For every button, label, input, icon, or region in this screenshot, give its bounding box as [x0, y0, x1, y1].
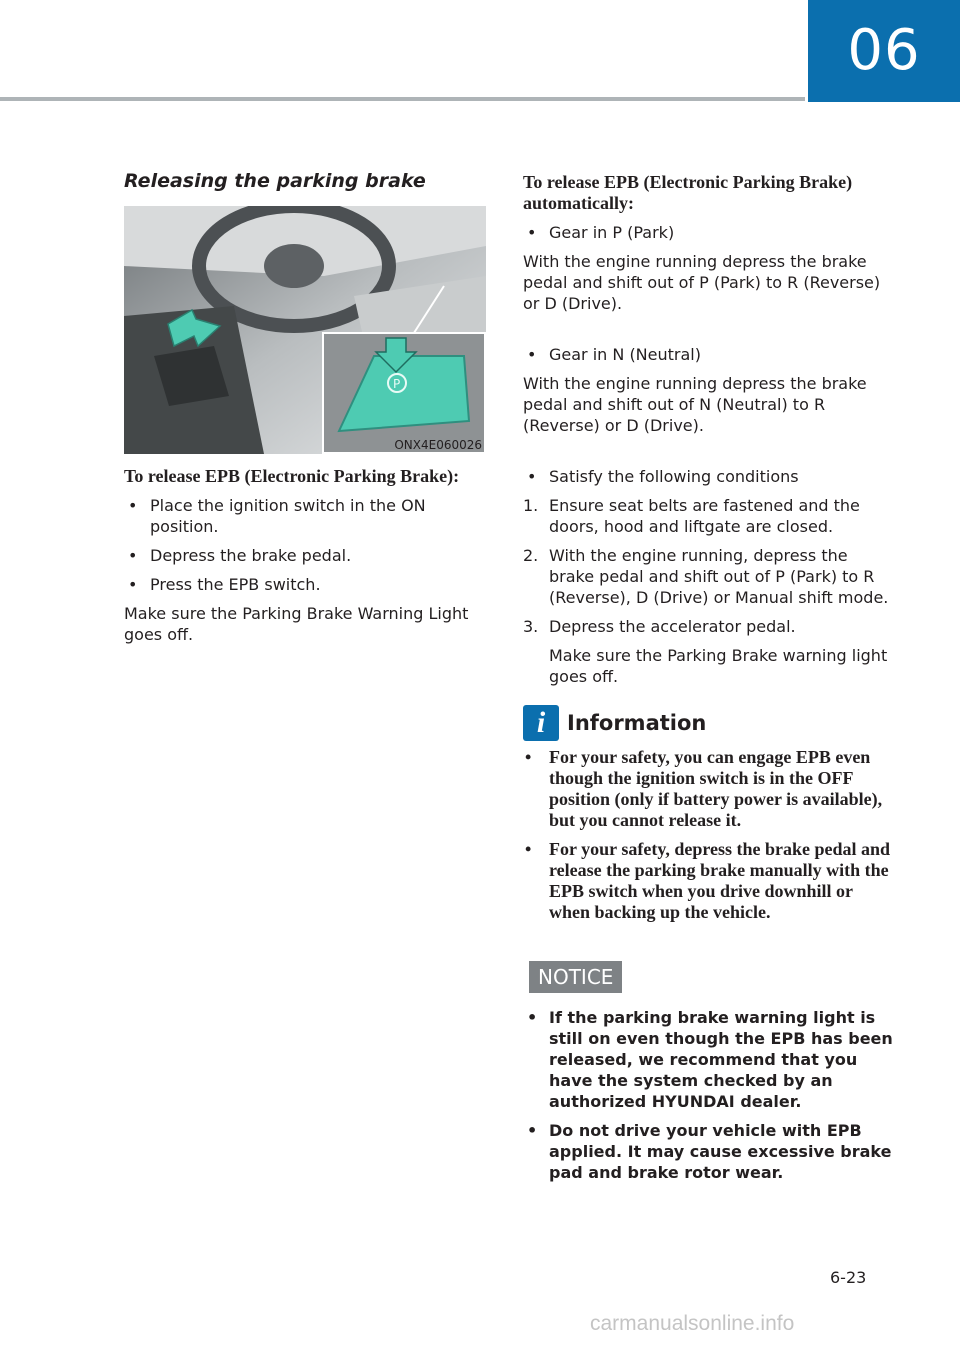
header-rule [0, 97, 805, 101]
numbered-item [523, 495, 893, 537]
item-text: Ensure seat belts are fastened and the doors, hood and liftgate are closed. [549, 496, 860, 536]
information-header [523, 705, 893, 741]
left-subhead: To release EPB (Electronic Parking Brake): [124, 466, 460, 486]
list-item: • Press the EPB switch. [124, 574, 486, 595]
information-item: • For your safety, depress the brake pedal and release the parking brake manually with the EPB switch when you drive downhill or when backing up the vehicle. [523, 839, 893, 923]
chapter-tab: 06 [808, 0, 960, 102]
gear-n-bullet: • Gear in N (Neutral) [523, 344, 893, 365]
item-number: 2. [523, 546, 539, 565]
numbered-item [523, 616, 893, 637]
left-note: Make sure the Parking Brake Warning Light goes off. [124, 604, 469, 644]
information-icon: i [523, 705, 559, 741]
list-item: • Depress the brake pedal. [124, 545, 486, 566]
section-title: Releasing the parking brake [124, 170, 426, 192]
item-number: 1. [523, 496, 539, 515]
item-text: With the engine running, depress the brake pedal and shift out of P (Park) to R (Reverse), D (Drive) or Manual shift mode. [549, 546, 889, 607]
information-item: • For your safety, you can engage EPB even though the ignition switch is in the OFF position (only if battery power is available), but you cannot release it. [523, 747, 893, 831]
notice-badge: NOTICE [529, 961, 622, 993]
numbered-item [523, 545, 893, 608]
list-item: • Place the ignition switch in the ON position. [124, 495, 486, 537]
item-text: Depress the accelerator pedal. [549, 617, 796, 636]
conditions-bullet: • Satisfy the following conditions [523, 466, 893, 487]
figure-code: ONX4E060026 [394, 438, 482, 452]
notice-item: • If the parking brake warning light is still on even though the EPB has been released, we recommend that you have the system checked by an authorized HYUNDAI dealer. [523, 1007, 893, 1112]
gear-p-text: With the engine running depress the brake pedal and shift out of P (Park) to R (Reverse) or D (Drive). [523, 252, 881, 313]
parking-brake-figure [124, 206, 486, 454]
item-number: 3. [523, 617, 539, 636]
right-column [523, 172, 893, 1191]
notice-item: • Do not drive your vehicle with EPB applied. It may cause excessive brake pad and brake rotor wear. [523, 1120, 893, 1183]
conditions-note: Make sure the Parking Brake warning light goes off. [549, 646, 888, 686]
svg-text:P: P [393, 377, 401, 391]
gear-p-bullet: • Gear in P (Park) [523, 222, 893, 243]
gear-n-text: With the engine running depress the brake pedal and shift out of N (Neutral) to R (Reverse) or D (Drive). [523, 374, 867, 435]
page-number: 6-23 [830, 1268, 867, 1287]
left-column [124, 170, 486, 653]
right-subhead: To release EPB (Electronic Parking Brake) automatically: [523, 172, 853, 213]
watermark-text: carmanualsonline.info [590, 1312, 795, 1335]
car-interior-illustration [124, 206, 486, 454]
information-title: Information [567, 711, 707, 735]
